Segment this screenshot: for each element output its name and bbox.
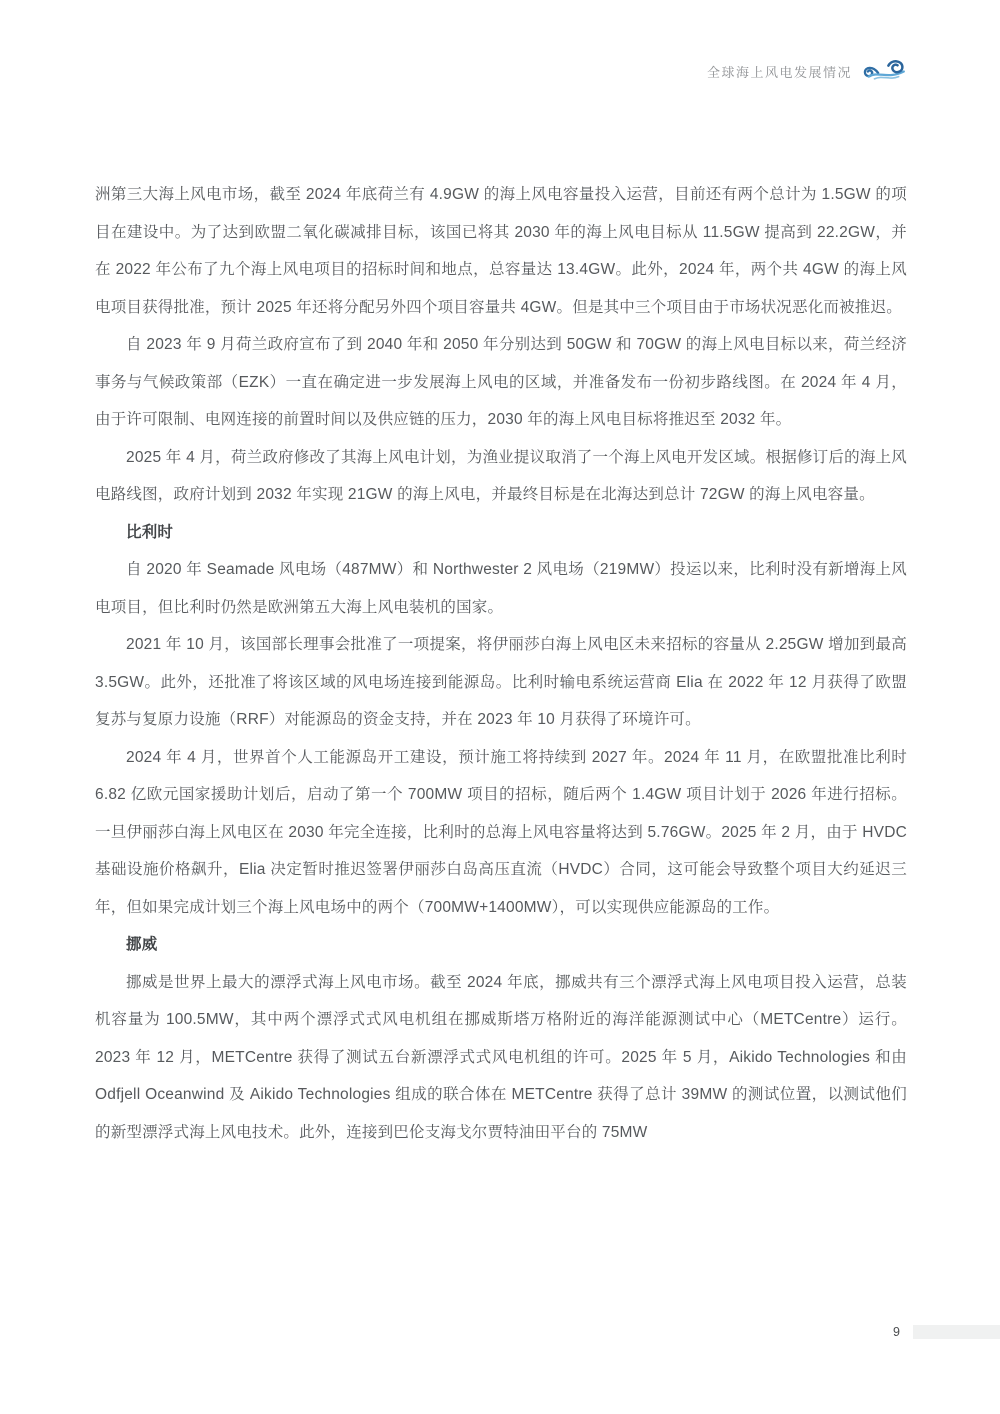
page-header [707,56,906,87]
paragraph-netherlands-roadmap: 2025 年 4 月，荷兰政府修改了其海上风电计划，为渔业提议取消了一个海上风电开发区域。根据修订后的海上风电路线图，政府计划到 2032 年实现 21GW 的海上风电，并最终目标是在北海达到总计 72GW 的海上风电容量。 [95,448,907,503]
footer-decorative-bar [913,1325,1000,1339]
paragraph-belgium-status: 自 2020 年 Seamade 风电场（487MW）和 Northwester 2 风电场（219MW）投运以来，比利时没有新增海上风电项目，但比利时仍然是欧洲第五大海上风电装机的国家。 [95,561,907,616]
header-title: 全球海上风电发展情况 [706,65,852,80]
paragraph-belgium-energy-island: 2024 年 4 月，世界首个人工能源岛开工建设，预计施工将持续到 2027 年。2024 年 11 月，在欧盟批准比利时 6.82 亿欧元国家援助计划后，启动了第一个 700MW 项目的招标，随后两个 1.4GW 项目计划于 2026 年进行招标。一旦伊丽莎白海上风电区在 2030 年完全连接，比利时的总海上风电容量将达到 5.76GW。2025 年 2 月，由于 HVDC 基础设施价格飙升，Elia 决定暂时推迟签署伊丽莎白岛高压直流（HVDC）合同，这可能会导致整个项目大约延迟三年，但如果完成计划三个海上风电场中的两个（700MW+1400MW），可以实现供应能源岛的工作。 [95,748,907,916]
document-body [95,176,907,1151]
paragraph-norway-floating: 挪威是世界上最大的漂浮式海上风电市场。截至 2024 年底，挪威共有三个漂浮式海上风电项目投入运营，总装机容量为 100.5MW，其中两个漂浮式式风电机组在挪威斯塔万格附近的海洋能源测试中心（METCentre）运行。2023 年 12 月，METCentre 获得了测试五台新漂浮式式风电机组的许可。2025 年 5 月，Aikido Technologies 和由 Odfjell Oceanwind 及 Aikido Technologies 组成的联合体在 METCentre 获得了总计 39MW 的测试位置，以测试他们的新型漂浮式海上风电技术。此外，连接到巴伦支海戈尔贾特油田平台的 75MW [95,973,907,1141]
section-heading-belgium: 比利时 [126,523,174,541]
wind-wave-logo-icon [862,56,906,87]
paragraph-belgium-elizabeth-zone: 2021 年 10 月，该国部长理事会批准了一项提案，将伊丽莎白海上风电区未来招标的容量从 2.25GW 增加到最高 3.5GW。此外，还批准了将该区域的风电场连接到能源岛。比利时输电系统运营商 Elia 在 2022 年 12 月获得了欧盟复苏与复原力设施（RRF）对能源岛的资金支持，并在 2023 年 10 月获得了环境许可。 [95,636,907,728]
paragraph-netherlands-targets: 自 2023 年 9 月荷兰政府宣布了到 2040 年和 2050 年分别达到 50GW 和 70GW 的海上风电目标以来，荷兰经济事务与气候政策部（EZK）一直在确定进一步发展海上风电的区域，并准备发布一份初步路线图。在 2024 年 4 月，由于许可限制、电网连接的前置时间以及供应链的压力，2030 年的海上风电目标将推迟至 2032 年。 [95,336,907,428]
page-number: 9 [893,1325,900,1339]
section-heading-norway: 挪威 [126,936,158,953]
paragraph-netherlands-continuation: 洲第三大海上风电市场，截至 2024 年底荷兰有 4.9GW 的海上风电容量投入运营，目前还有两个总计为 1.5GW 的项目在建设中。为了达到欧盟二氧化碳减排目标，该国已将其 2030 年的海上风电目标从 11.5GW 提高到 22.2GW，并在 2022 年公布了九个海上风电项目的招标时间和地点，总容量达 13.4GW。此外，2024 年，两个共 4GW 的海上风电项目获得批准，预计 2025 年还将分配另外四个项目容量共 4GW。但是其中三个项目由于市场状况恶化而被推迟。 [95,186,907,316]
